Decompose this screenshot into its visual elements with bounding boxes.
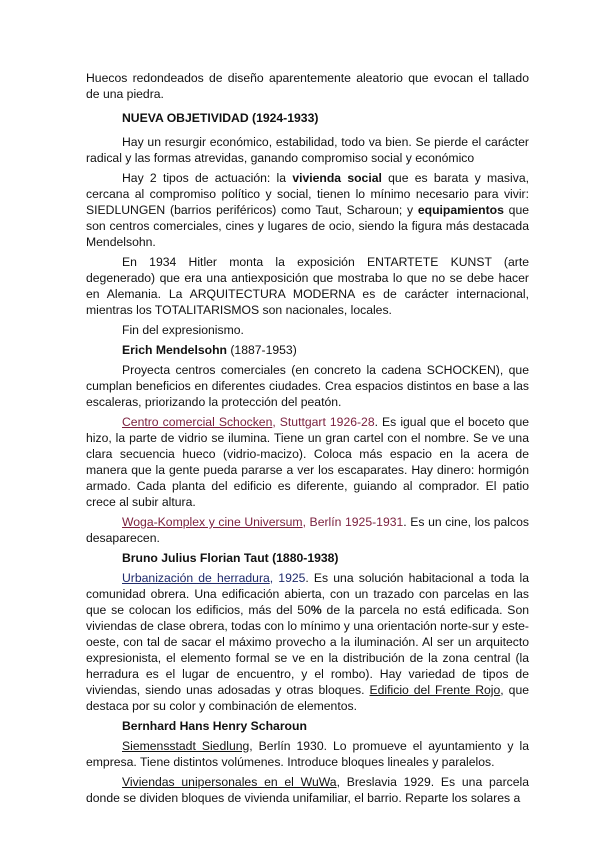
paragraph-herradura: Urbanización de herradura, 1925. Es una solución habitacional a toda la comunidad obrera. Una edificación abierta, con un trazado con parcelas en las que se colocan los edificios, más del 50% de la parcela no está edificada. Son viviendas de clase obrera, todas con lo mínimo y una orientación norte-sur y este-oeste, con tal de sacar el máximo provecho a la iluminación. Al ser un arquitecto expresionista, el elemento formal se ve en la distribución de la zona central (la herradura es el lugar de encuentro, y el rombo). Hay variedad de tipos de viviendas, siendo unas adosadas y otras bloques. Edificio del Frente Rojo, que destaca por su color y combinación de elementos. (86, 571, 529, 713)
link-woga-komplex[interactable]: Woga-Komplex y cine Universum (122, 515, 303, 529)
paragraph-centros-comerciales: Proyecta centros comerciales (en concreto la cadena SCHOCKEN), que cumplan beneficios en diferentes ciudades. Crea espacios distintos en base a las escaleras, priorizando la protección del peatón. (86, 363, 529, 409)
paragraph-entartete-kunst: En 1934 Hitler monta la exposición ENTARTETE KUNST (arte degenerado) que era una antiexposición que mostraba lo que no se debe hacer en Alemania. La ARQUITECTURA MODERNA es de carácter internacional, mientras los TOTALITARISMOS son nacionales, locales. (86, 255, 529, 317)
paragraph-huecos: Huecos redondeados de diseño aparentemente aleatorio que evocan el tallado de una piedra. (86, 71, 529, 101)
paragraph-siemensstadt: Siemensstadt Siedlung, Berlín 1930. Lo promueve el ayuntamiento y la empresa. Tiene distintos volúmenes. Introduce bloques lineales y paralelos. (86, 739, 529, 769)
link-siemensstadt-siedlung[interactable]: Siemensstadt Siedlung (122, 739, 250, 753)
paragraph-fin-expresionismo: Fin del expresionismo. (122, 323, 244, 337)
link-viviendas-wuwa[interactable]: Viviendas unipersonales en el WuWa (122, 775, 337, 789)
paragraph-resurgir: Hay un resurgir económico, estabilidad, todo va bien. Se pierde el carácter radical y las formas atrevidas, ganando compromiso social y económico (86, 135, 529, 165)
heading-scharoun: Bernhard Hans Henry Scharoun (122, 719, 307, 733)
heading-nueva-objetividad: NUEVA OBJETIVIDAD (1924-1933) (122, 111, 319, 125)
term-vivienda-social: vivienda social (292, 171, 382, 185)
paragraph-schocken: Centro comercial Schocken, Stuttgart 1926-28. Es igual que el boceto que hizo, la parte de vidrio se ilumina. Tiene un gran cartel con el nombre. Se ve una clara secuencia hueco (vidrio-macizo). Coloca más espacio en la acera de manera que la gente pueda pararse a ver los escaparates. Hay dinero: hormigón armado. Cada planta del edificio es diferente, guiando al comprador. El patio crece al subir altura. (86, 415, 530, 509)
heading-taut: Bruno Julius Florian Taut (1880-1938) (122, 551, 339, 565)
link-urbanizacion-herradura[interactable]: Urbanización de herradura (122, 571, 270, 585)
document-page (86, 70, 529, 810)
paragraph-wuwa: Viviendas unipersonales en el WuWa, Breslavia 1929. Es una parcela donde se dividen bloques de vivienda unifamiliar, el barrio. Reparte los solares a (86, 775, 529, 805)
term-equipamientos: equipamientos (417, 203, 504, 217)
heading-mendelsohn: Erich Mendelsohn (1887-1953) (122, 343, 297, 357)
link-edificio-frente-rojo[interactable]: Edificio del Frente Rojo (369, 683, 501, 697)
paragraph-tipos-actuacion: Hay 2 tipos de actuación: la vivienda social que es barata y masiva, cercana al compromiso político y social, tienen lo mínimo necesario para vivir: SIEDLUNGEN (barrios periféricos) como Taut, Scharoun; y equipamientos que son centros comerciales, cines y lugares de ocio, siendo la figura más destacada Mendelsohn. (86, 171, 529, 249)
link-centro-comercial-schocken[interactable]: Centro comercial Schocken (122, 415, 273, 429)
paragraph-woga: Woga-Komplex y cine Universum, Berlín 1925-1931. Es un cine, los palcos desaparecen. (86, 515, 529, 545)
